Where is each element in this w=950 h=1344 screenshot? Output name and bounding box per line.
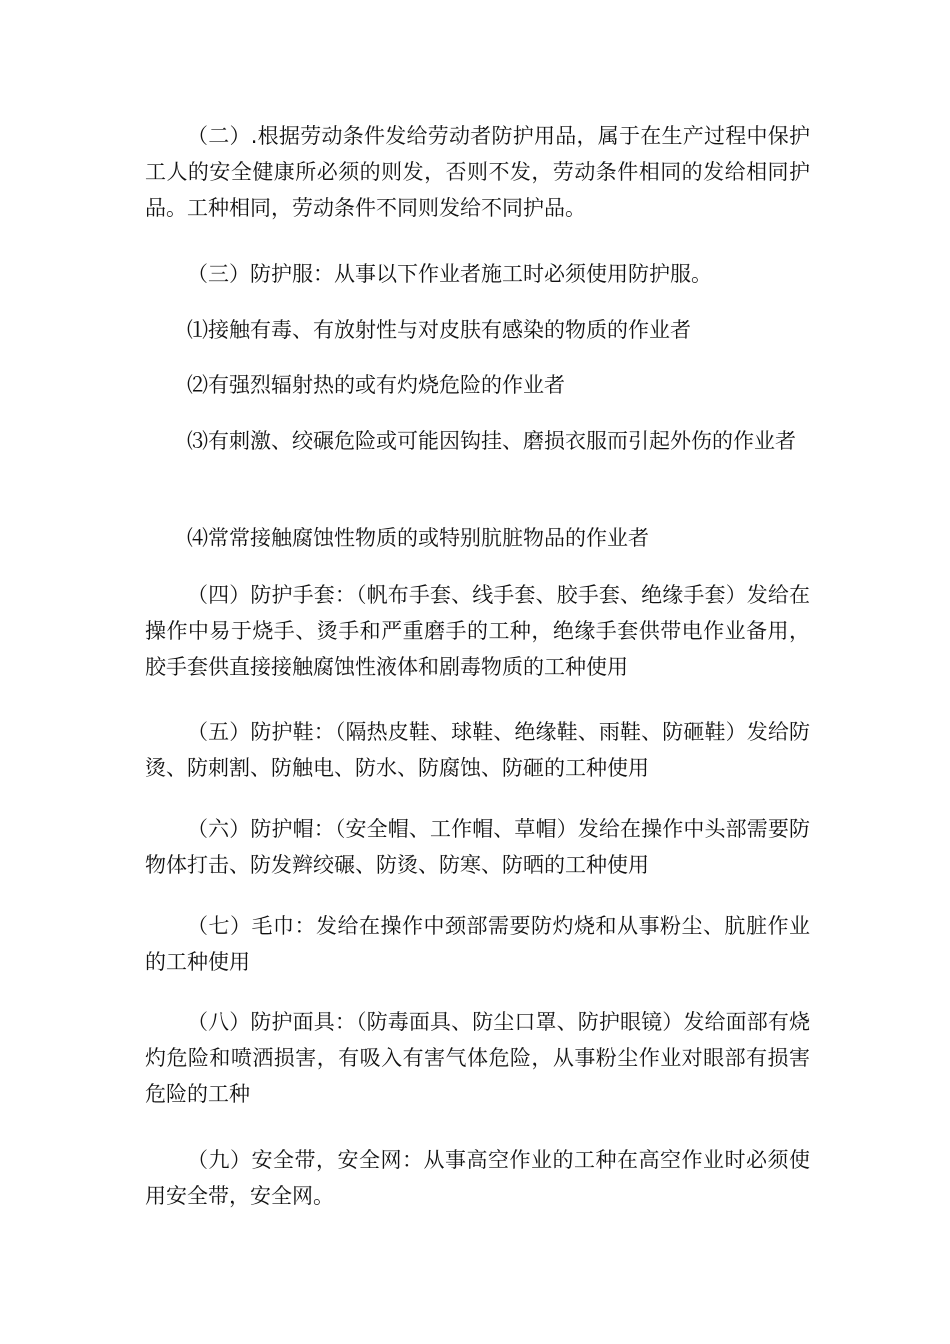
paragraph-4-protective-gloves: （四）防护手套：（帆布手套、线手套、胶手套、绝缘手套）发给在操作中易于烧手、烫手和严重磨手的工种，绝缘手套供带电作业备用，胶手套供直接接触腐蚀性液体和剧毒物质的工种使用 [145, 583, 810, 679]
paragraph-6-protective-hat: （六）防护帽：（安全帽、工作帽、草帽）发给在操作中头部需要防物体打击、防发辫绞碾、防烫、防寒、防晒的工种使用 [145, 817, 810, 877]
paragraph-5-protective-shoes: （五）防护鞋：（隔热皮鞋、球鞋、绝缘鞋、雨鞋、防砸鞋）发给防烫、防刺割、防触电、防水、防腐蚀、防砸的工种使用 [145, 720, 810, 780]
paragraph-3-item-4: ⑷常常接触腐蚀性物质的或特别肮脏物品的作业者 [187, 526, 649, 550]
paragraph-2-protective-equipment-principle: （二）.根据劳动条件发给劳动者防护用品，属于在生产过程中保护工人的安全健康所必须的则发，否则不发，劳动条件相同的发给相同护品。工种相同，劳动条件不同则发给不同护品。 [145, 124, 810, 220]
paragraph-3-protective-clothing: （三）防护服：从事以下作业者施工时必须使用防护服。 [187, 262, 712, 286]
paragraph-3-item-1: ⑴接触有毒、有放射性与对皮肤有感染的物质的作业者 [187, 318, 691, 342]
paragraph-3-item-2: ⑵有强烈辐射热的或有灼烧危险的作业者 [187, 373, 565, 397]
paragraph-8-protective-mask: （八）防护面具：（防毒面具、防尘口罩、防护眼镜）发给面部有烧灼危险和喷洒损害，有吸入有害气体危险，从事粉尘作业对眼部有损害危险的工种 [145, 1010, 810, 1106]
paragraph-7-towel: （七）毛巾：发给在操作中颈部需要防灼烧和从事粉尘、肮脏作业的工种使用 [145, 914, 810, 974]
paragraph-9-safety-belt-net: （九）安全带，安全网：从事高空作业的工种在高空作业时必须使用安全带，安全网。 [145, 1148, 810, 1208]
paragraph-3-item-3: ⑶有刺激、绞碾危险或可能因钩挂、磨损衣服而引起外伤的作业者 [187, 429, 796, 453]
